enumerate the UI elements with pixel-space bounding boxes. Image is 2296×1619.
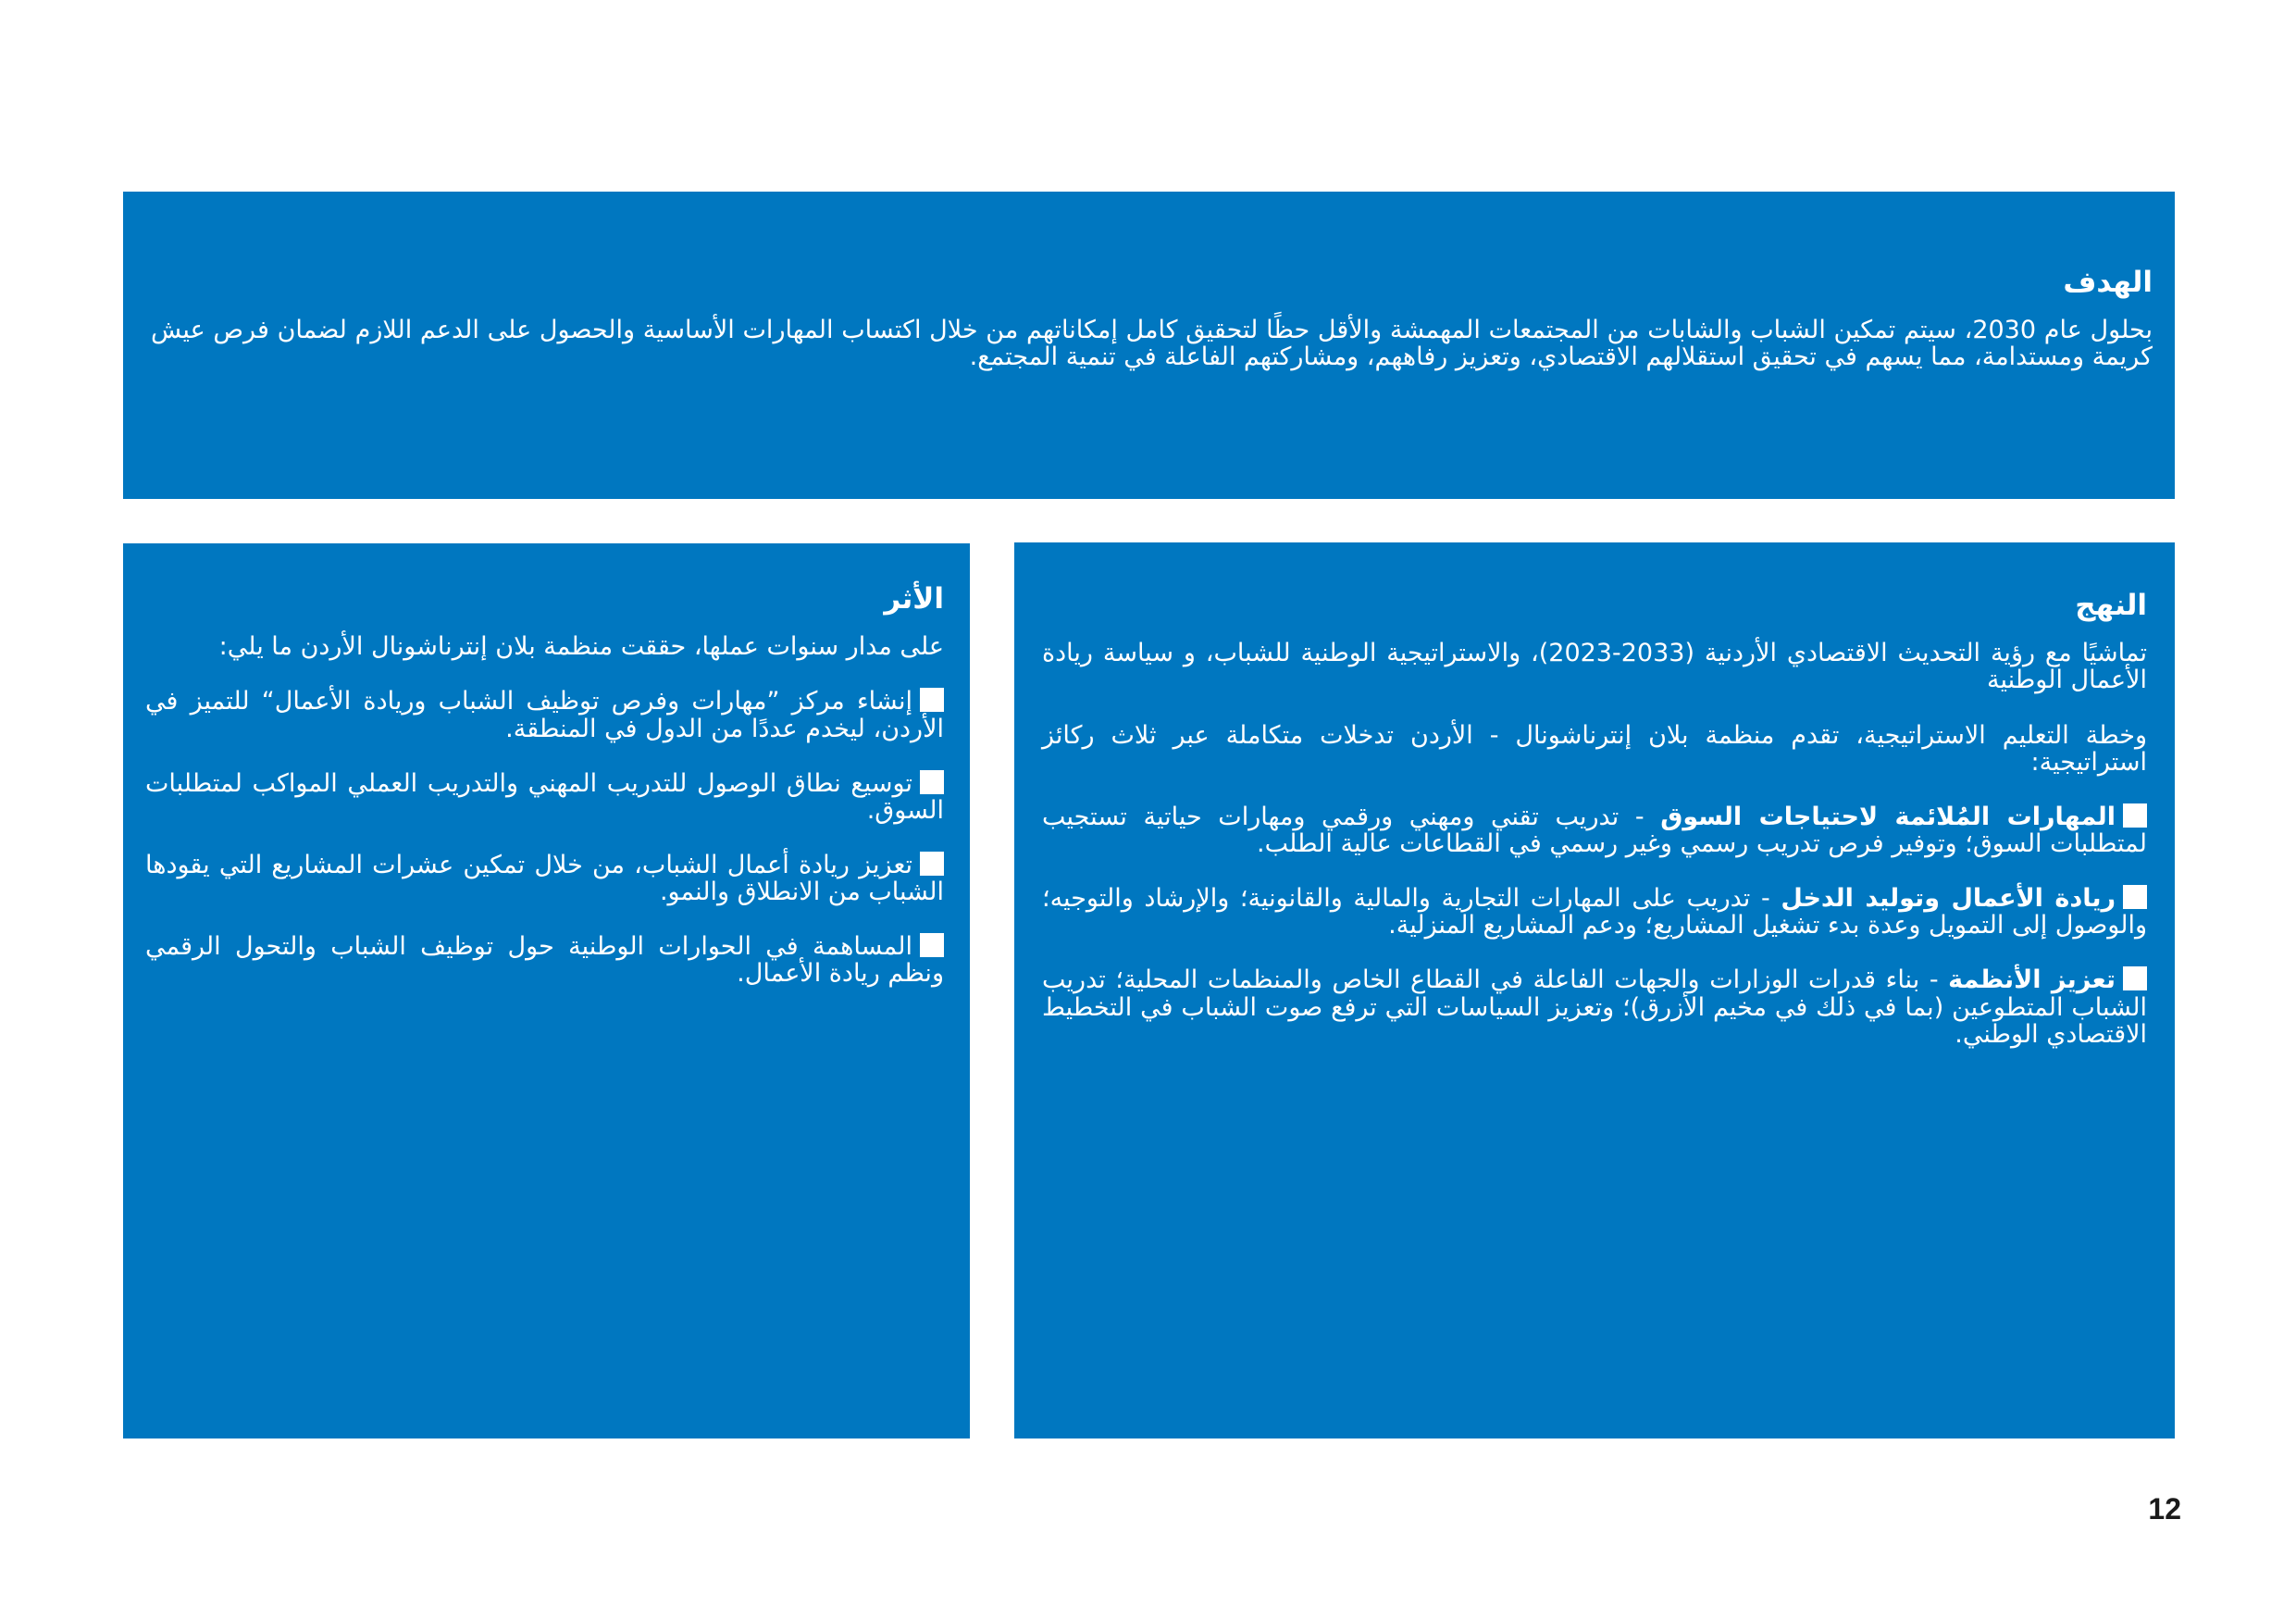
square-bullet-icon xyxy=(2123,803,2147,828)
square-bullet-icon xyxy=(920,770,944,794)
impact-item-text: المساهمة في الحوارات الوطنية حول توظيف الشباب والتحول الرقمي ونظم ريادة الأعمال. xyxy=(145,932,944,989)
impact-panel xyxy=(123,543,970,1438)
approach-panel xyxy=(1014,542,2175,1438)
goal-title: الهدف xyxy=(2063,266,2153,299)
square-bullet-icon xyxy=(920,933,944,957)
impact-item xyxy=(145,770,944,824)
goal-text: بحلول عام 2030، سيتم تمكين الشباب والشابات من المجتمعات المهمشة والأقل حظًا لتحقيق كامل إمكاناتهم من خلال اكتساب المهارات الأساسية والحصول على الدعم اللازم لضمان فرص عيش كريمة ومستدامة، مما يسهم في تحقيق استقلالهم الاقتصادي، وتعزيز رفاههم، ومشاركتهم الفاعلة في تنمية المجتمع. xyxy=(151,316,2153,372)
approach-item-systems xyxy=(1042,966,2147,1047)
approach-item-market-skills xyxy=(1042,803,2147,857)
approach-item-text: - تدريب تقني ومهني ورقمي ومهارات حياتية تستجيب لمتطلبات السوق؛ وتوفير فرص تدريب رسمي وغير رسمي في القطاعات عالية الطلب. xyxy=(1042,802,2147,858)
page-number: 12 xyxy=(2148,1492,2181,1526)
approach-title: النهج xyxy=(2075,589,2147,622)
approach-item-text: - تدريب على المهارات التجارية والمالية والقانونية؛ والإرشاد والتوجيه؛ والوصول إلى التمويل وعدة بدء تشغيل المشاريع؛ ودعم المشاريع المنزلية. xyxy=(1042,884,2147,940)
impact-item xyxy=(145,852,944,905)
impact-item-text: إنشاء مركز ”مهارات وفرص توظيف الشباب وريادة الأعمال“ للتميز في الأردن، ليخدم عددًا من الدول في المنطقة. xyxy=(145,687,944,743)
square-bullet-icon xyxy=(2123,966,2147,990)
approach-intro-1: تماشيًا مع رؤية التحديث الاقتصادي الأردنية (2033-2023)، والاستراتيجية الوطنية للشباب، و سياسة ريادة الأعمال الوطنية xyxy=(1042,639,2147,695)
approach-item-entrepreneurship xyxy=(1042,885,2147,939)
square-bullet-icon xyxy=(920,688,944,712)
impact-item-text: تعزيز ريادة أعمال الشباب، من خلال تمكين عشرات المشاريع التي يقودها الشباب من الانطلاق والنمو. xyxy=(145,850,944,907)
approach-item-text: - بناء قدرات الوزارات والجهات الفاعلة في القطاع الخاص والمنظمات المحلية؛ تدريب الشباب المتطوعين (بما في ذلك في مخيم الأزرق)؛ وتعزيز السياسات التي ترفع صوت الشباب في التخطيط الاقتصادي الوطني. xyxy=(1042,965,2147,1049)
impact-title: الأثر xyxy=(884,582,944,616)
impact-intro: على مدار سنوات عملها، حققت منظمة بلان إنترناشونال الأردن ما يلي: xyxy=(218,632,944,662)
approach-intro-2: وخطة التعليم الاستراتيجية، تقدم منظمة بلان إنترناشونال - الأردن تدخلات متكاملة عبر ثلاث ركائز استراتيجية: xyxy=(1042,720,2147,777)
impact-item-text: توسيع نطاق الوصول للتدريب المهني والتدريب العملي المواكب لمتطلبات السوق. xyxy=(145,768,944,825)
impact-item xyxy=(145,688,944,741)
square-bullet-icon xyxy=(920,852,944,876)
approach-item-lead: ريادة الأعمال وتوليد الدخل xyxy=(1781,884,2116,914)
goal-panel xyxy=(123,192,2175,499)
approach-item-lead: تعزيز الأنظمة xyxy=(1948,965,2116,995)
square-bullet-icon xyxy=(2123,885,2147,909)
approach-item-lead: المهارات المُلائمة لاحتياجات السوق xyxy=(1660,802,2116,831)
impact-item xyxy=(145,933,944,987)
